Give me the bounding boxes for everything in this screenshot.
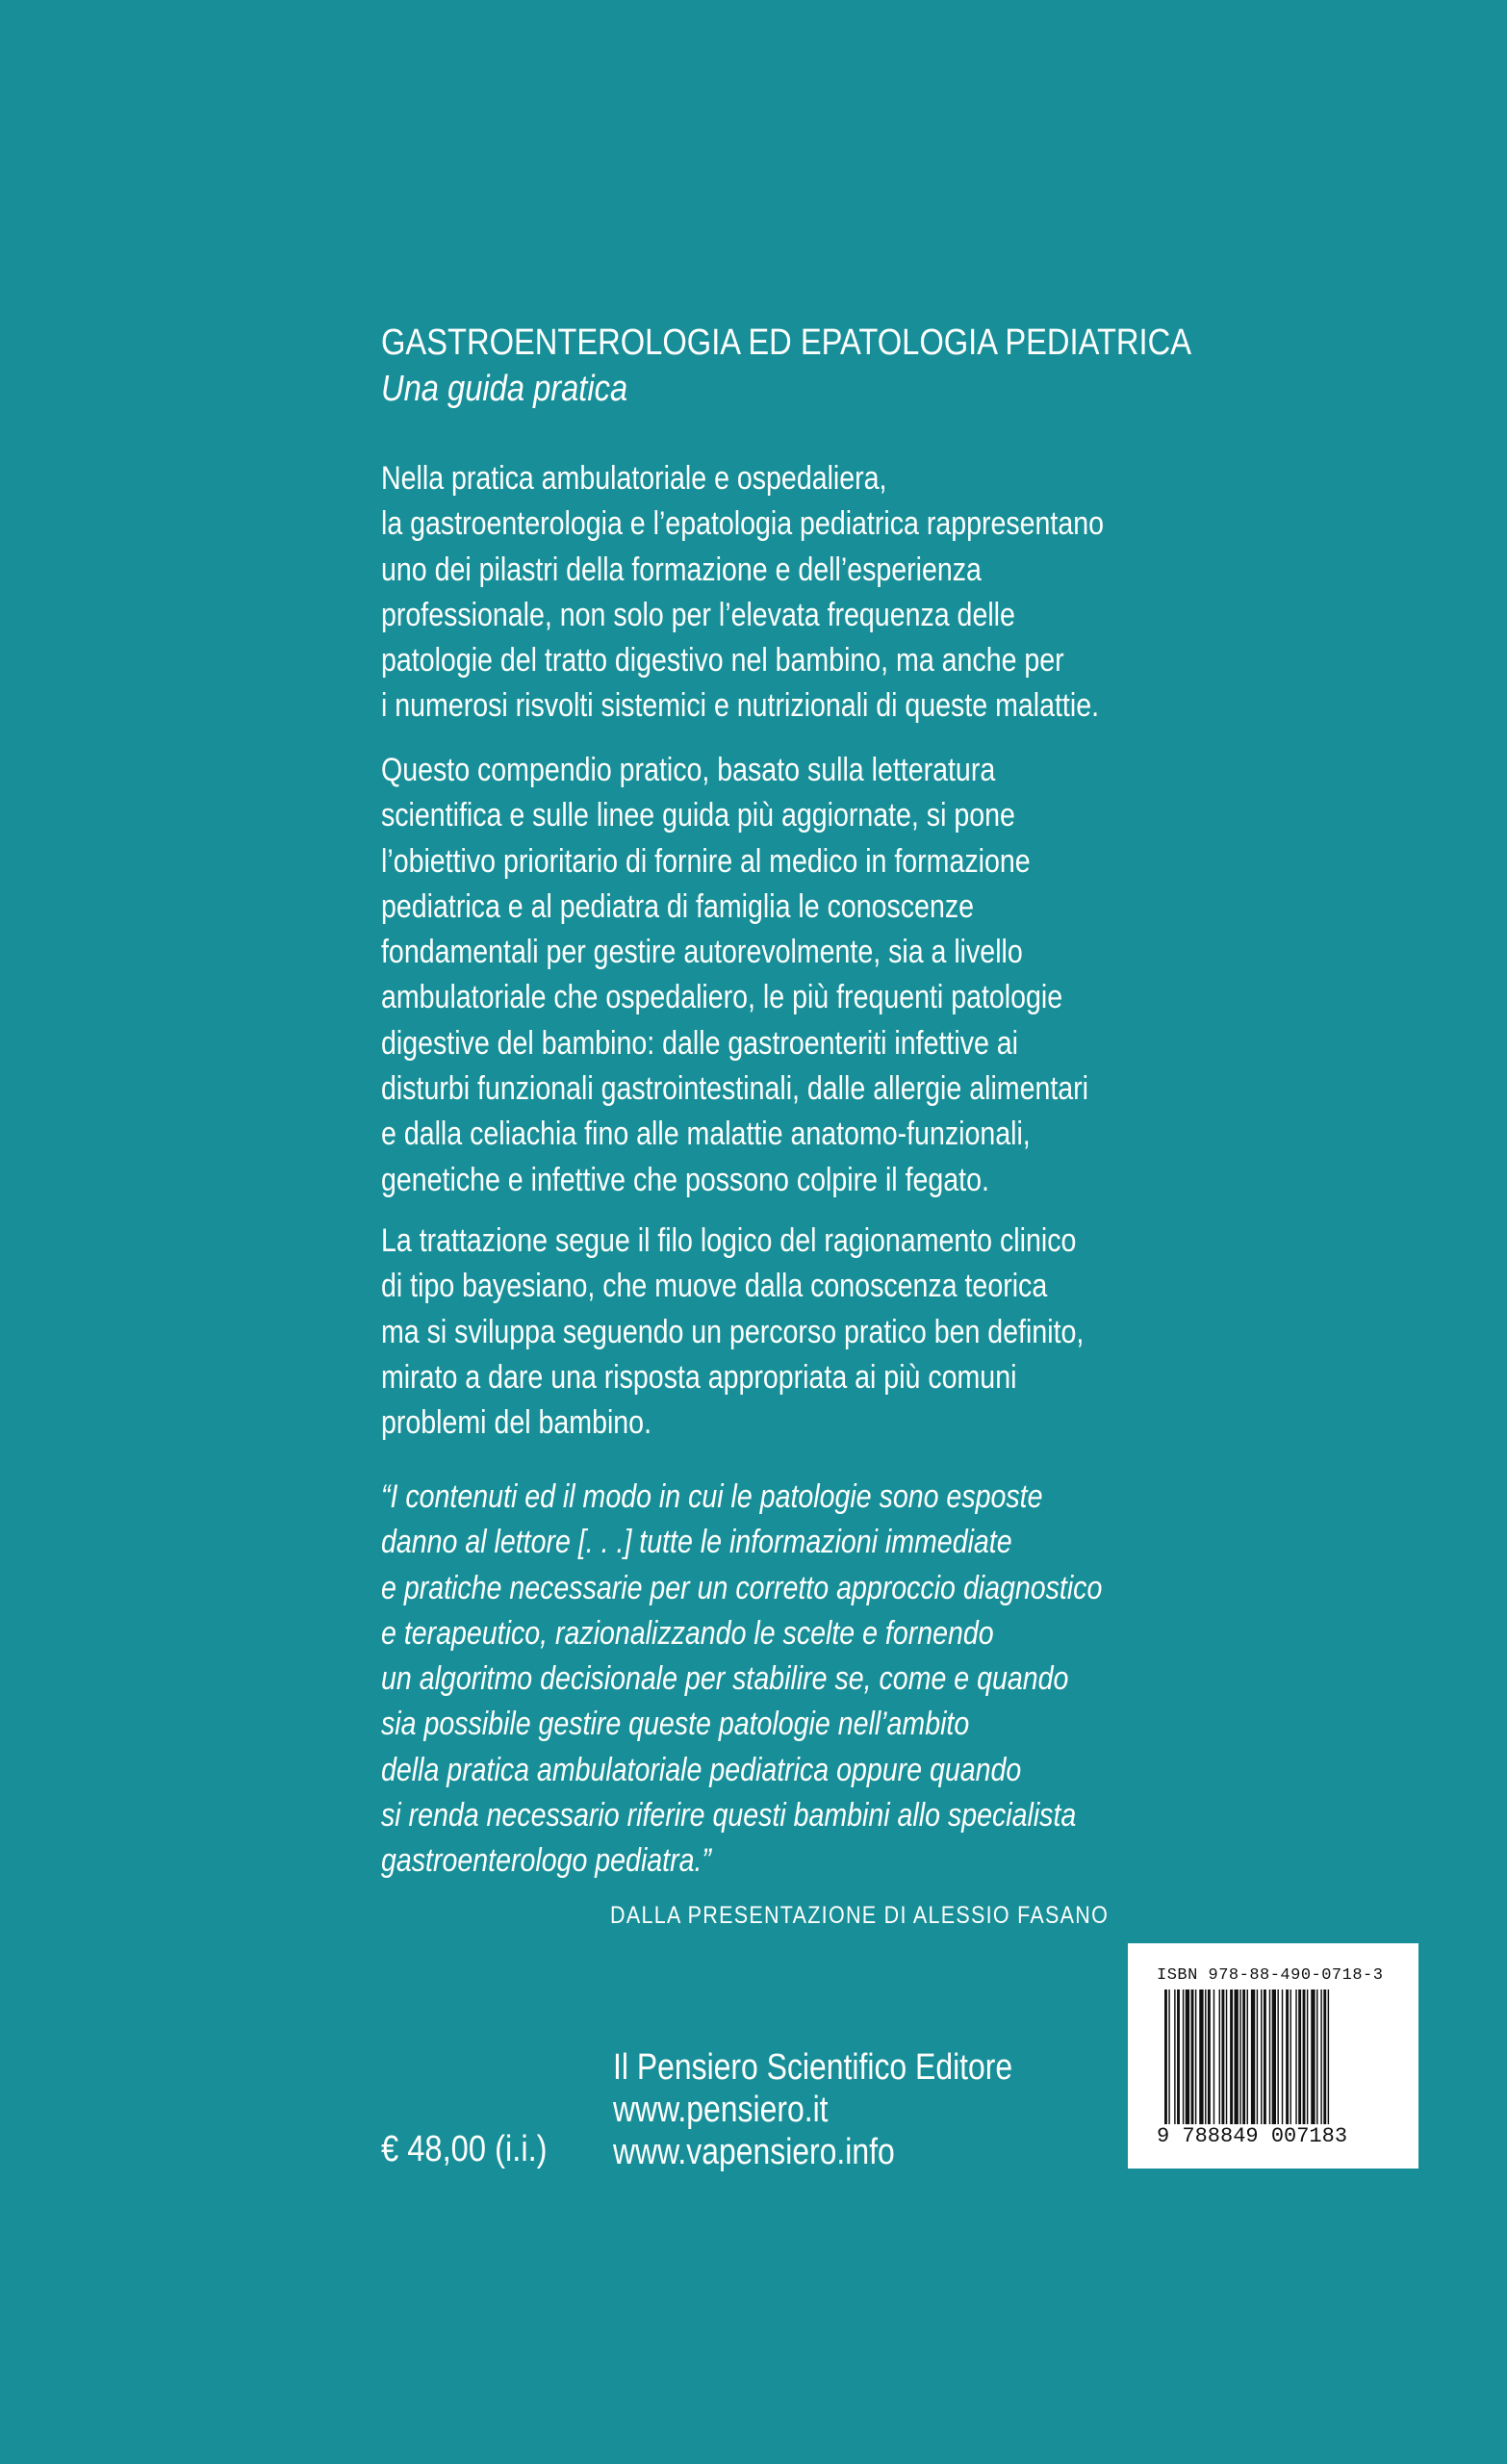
presentation-quote (381, 1475, 1102, 1885)
publisher-website-link-2[interactable]: www.vapensiero.info (613, 2132, 895, 2172)
quote-line: danno al lettore [. . .] tutte le informazioni immediate (381, 1524, 1012, 1561)
isbn-label: ISBN 978-88-490-0718-3 (1157, 1966, 1384, 1985)
quote-line: della pratica ambulatoriale pediatrica oppure quando (381, 1751, 1022, 1788)
quote-line: si renda necessario riferire questi bambini allo specialista (381, 1797, 1077, 1835)
text-line: professionale, non solo per l’elevata frequenza delle (381, 596, 1015, 633)
quote-line: gastroenterologo pediatra.” (381, 1842, 711, 1880)
barcode-bars (1164, 1989, 1382, 2124)
text-line: Nella pratica ambulatoriale e ospedaliera, (381, 460, 887, 497)
quote-line: e pratiche necessarie per un corretto approccio diagnostico (381, 1569, 1103, 1606)
barcode-digits: 9 788849 007183 (1157, 2124, 1348, 2148)
text-line: Questo compendio pratico, basato sulla letteratura (381, 752, 996, 788)
text-line: genetiche e infettive che possono colpire il fegato. (381, 1161, 989, 1198)
text-line: ambulatoriale che ospedaliero, le più frequenti patologie (381, 979, 1063, 1016)
book-subtitle: Una guida pratica (381, 369, 628, 409)
text-line: mirato a dare una risposta appropriata ai più comuni (381, 1358, 1017, 1396)
text-line: ma si sviluppa seguendo un percorso pratico ben definito, (381, 1313, 1085, 1350)
text-line: digestive del bambino: dalle gastroenteriti infettive ai (381, 1024, 1019, 1062)
publisher-block (613, 2046, 1012, 2173)
text-line: La trattazione segue il filo logico del ragionamento clinico (381, 1222, 1077, 1259)
quote-line: un algoritmo decisionale per stabilire se, come e quando (381, 1660, 1069, 1698)
text-line: uno dei pilastri della formazione e dell’esperienza (381, 551, 982, 588)
quote-line: “I contenuti ed il modo in cui le patologie sono esposte (381, 1478, 1043, 1515)
quote-line: e terapeutico, razionalizzando le scelte e fornendo (381, 1614, 994, 1652)
book-title: GASTROENTEROLOGIA ED EPATOLOGIA PEDIATRICA (381, 322, 1192, 363)
price-label: € 48,00 (i.i.) (381, 2129, 548, 2169)
text-line: la gastroenterologia e l’epatologia pediatrica rappresentano (381, 505, 1105, 543)
text-line: patologie del tratto digestivo nel bambino, ma anche per (381, 642, 1064, 680)
text-line: problemi del bambino. (381, 1404, 652, 1442)
publisher-website-link[interactable]: www.pensiero.it (613, 2090, 829, 2130)
quote-attribution: DALLA PRESENTAZIONE DI ALESSIO FASANO (610, 1902, 1110, 1929)
quote-line: sia possibile gestire queste patologie nell’ambito (381, 1706, 970, 1743)
isbn-barcode (1128, 1943, 1418, 2169)
publisher-name: Il Pensiero Scientifico Editore (613, 2047, 1013, 2088)
blurb-paragraph-3 (381, 1219, 1084, 1446)
title-block (381, 320, 1192, 412)
text-line: pediatrica e al pediatra di famiglia le conoscenze (381, 887, 974, 925)
blurb-paragraph-1 (381, 456, 1104, 730)
text-line: disturbi funzionali gastrointestinali, dalle allergie alimentari (381, 1070, 1089, 1108)
blurb-paragraph-2 (381, 748, 1088, 1203)
text-line: fondamentali per gestire autorevolmente, sia a livello (381, 934, 1023, 971)
text-line: e dalla celiachia fino alle malattie anatomo-funzionali, (381, 1116, 1031, 1153)
text-line: l’obiettivo prioritario di fornire al medico in formazione (381, 842, 1031, 880)
text-line: scientifica e sulle linee guida più aggiornate, si pone (381, 797, 1015, 834)
text-line: i numerosi risvolti sistemici e nutrizionali di queste malattie. (381, 687, 1100, 725)
text-line: di tipo bayesiano, che muove dalla conoscenza teorica (381, 1268, 1048, 1305)
